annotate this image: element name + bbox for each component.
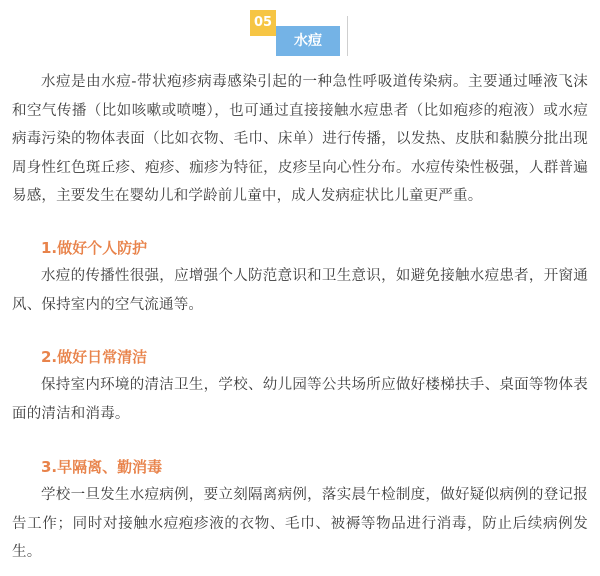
paragraph-personal-protection: 水痘的传播性很强，应增强个人防范意识和卫生意识，如避免接触水痘患者，开窗通风、保持室内的空气流通等。 [12, 268, 588, 313]
header-divider [347, 16, 348, 56]
heading-personal-protection: 1.做好个人防护 [41, 239, 148, 257]
paragraph-daily-cleaning: 保持室内环境的清洁卫生，学校、幼儿园等公共场所应做好楼梯扶手、桌面等物体表面的清洁和消毒。 [12, 377, 588, 422]
section-header [250, 10, 350, 56]
section-number-badge: 05 [250, 10, 276, 36]
heading-daily-cleaning: 2.做好日常清洁 [41, 348, 148, 366]
paragraph-isolation-disinfection: 学校一旦发生水痘病例，要立刻隔离病例，落实晨午检制度，做好疑似病例的登记报告工作；同时对接触水痘疱疹液的衣物、毛巾、被褥等物品进行消毒，防止后续病例发生。 [12, 487, 588, 560]
heading-isolation-disinfection: 3.早隔离、勤消毒 [41, 458, 163, 476]
section-title: 水痘 [276, 26, 340, 56]
intro-paragraph: 水痘是由水痘-带状疱疹病毒感染引起的一种急性呼吸道传染病。主要通过唾液飞沫和空气传播（比如咳嗽或喷嚏），也可通过直接接触水痘患者（比如疱疹的疱液）或水痘病毒污染的物体表面（比如衣物、毛巾、床单）进行传播，以发热、皮肤和黏膜分批出现周身性红色斑丘疹、疱疹、痂疹为特征，皮疹呈向心性分布。水痘传染性极强，人群普遍易感，主要发生在婴幼儿和学龄前儿童中，成人发病症状比儿童更严重。 [12, 74, 588, 204]
